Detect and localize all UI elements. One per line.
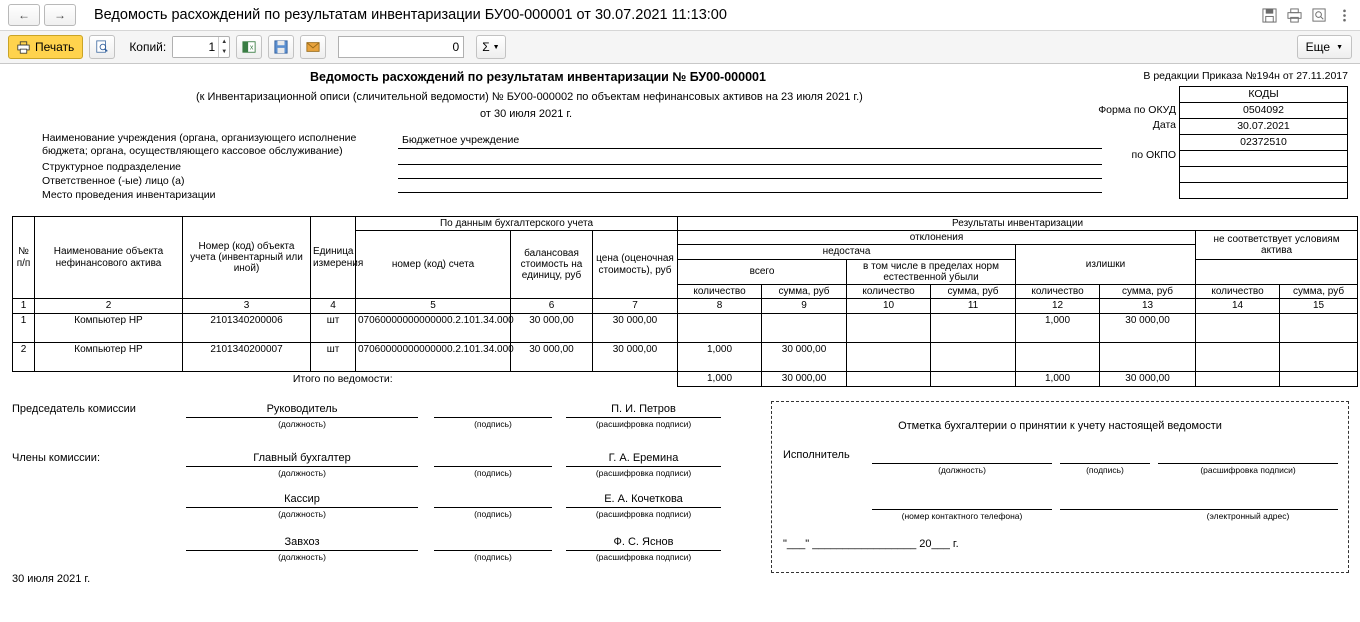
cell-num: 2	[13, 343, 35, 372]
cell-unit: шт	[311, 343, 356, 372]
total-norm-sum	[931, 372, 1016, 387]
send-mail-button[interactable]	[300, 35, 326, 59]
sig-position: Руководитель	[186, 403, 418, 418]
col-num: 15	[1280, 299, 1358, 314]
sig-caption-sign: (подпись)	[474, 551, 512, 562]
th-price: цена (оценочная стоимость), руб	[593, 231, 678, 299]
total-short-sum: 30 000,00	[762, 372, 847, 387]
cell-nm-qty	[1196, 314, 1280, 343]
th-group-deviations: отклонения	[678, 231, 1196, 245]
th-surp-sum: сумма, руб	[1100, 284, 1196, 298]
sum-button[interactable]	[476, 35, 505, 59]
th-nm-qty: количество	[1196, 284, 1280, 298]
mail-send-icon	[306, 40, 320, 54]
sig-sign-line	[434, 452, 552, 467]
col-num: 12	[1016, 299, 1100, 314]
save-disk-icon	[274, 40, 288, 54]
cell-account: 07060000000000000.2.101.34.000	[356, 343, 511, 372]
save-icon[interactable]	[1262, 8, 1277, 23]
kebab-menu-icon[interactable]	[1337, 8, 1352, 23]
col-num: 14	[1196, 299, 1280, 314]
cell-inv-number: 2101340200007	[183, 343, 311, 372]
org-label-1: Наименование учреждения (органа, организующего исполнение	[42, 132, 357, 144]
col-num: 8	[678, 299, 762, 314]
cell-nm-qty	[1196, 343, 1280, 372]
col-num: 6	[511, 299, 593, 314]
navigation-buttons	[8, 4, 76, 26]
copies-spin-arrows[interactable]	[218, 37, 229, 57]
total-nm-qty	[1196, 372, 1280, 387]
org-label-5: Место проведения инвентаризации	[42, 189, 216, 201]
save-file-button[interactable]	[268, 35, 294, 59]
org-label-3: Структурное подразделение	[42, 161, 182, 173]
th-group-not-matching: не соответствует условиям актива	[1196, 231, 1358, 259]
th-shortage-total: всего	[678, 259, 847, 284]
print-preview-icon	[95, 40, 109, 54]
th-group-inventory-results: Результаты инвентаризации	[678, 217, 1358, 231]
print-toolbar	[0, 31, 1360, 64]
cap-sign: (подпись)	[1086, 464, 1124, 475]
print-preview-button[interactable]	[89, 35, 115, 59]
col-num: 11	[931, 299, 1016, 314]
org-value-1: Бюджетное учреждение	[398, 134, 1102, 149]
col-num: 13	[1100, 299, 1196, 314]
cell-short-sum	[762, 314, 847, 343]
cap-name: (расшифровка подписи)	[1200, 464, 1296, 475]
spin-down-icon[interactable]: ▼	[221, 49, 228, 55]
codes-value	[1180, 151, 1347, 167]
table-header-row	[13, 217, 1358, 231]
cell-name: Компьютер НР	[35, 343, 183, 372]
col-num: 5	[356, 299, 511, 314]
cell-surp-sum	[1100, 343, 1196, 372]
cell-surp-qty: 1,000	[1016, 314, 1100, 343]
col-num: 10	[847, 299, 931, 314]
executor-sign-line	[1060, 449, 1150, 464]
total-surp-sum: 30 000,00	[1100, 372, 1196, 387]
titlebar-icons	[1262, 0, 1352, 30]
th-norm-sum: сумма, руб	[931, 284, 1016, 298]
cell-norm-qty	[847, 314, 931, 343]
total-label: Итого по ведомости:	[292, 373, 393, 386]
sig-caption-name: (расшифровка подписи)	[595, 551, 692, 562]
cell-nm-sum	[1280, 314, 1358, 343]
sigma-label: Σ	[482, 40, 490, 54]
sig-caption-position: (должность)	[278, 508, 326, 519]
cell-price: 30 000,00	[593, 314, 678, 343]
cell-inv-number: 2101340200006	[183, 314, 311, 343]
org-value-4	[398, 178, 1102, 193]
th-group-shortage: недостача	[678, 245, 1016, 259]
sig-name: Г. А. Еремина	[566, 452, 721, 467]
cell-norm-qty	[847, 343, 931, 372]
arrow-left-icon[interactable]: ←	[8, 4, 40, 26]
total-norm-qty	[847, 372, 931, 387]
chevron-down-icon[interactable]: ▼	[492, 43, 500, 51]
print-button-label: Печать	[35, 40, 75, 54]
document-header	[0, 64, 1360, 216]
window-title: Ведомость расхождений по результатам инвентаризации БУ00-000001 от 30.07.2021 11:13:00	[94, 7, 727, 23]
table-row[interactable]	[13, 343, 1358, 372]
codes-value: 02372510	[1180, 135, 1347, 151]
th-inv-number: Номер (код) объекта учета (инвентарный или иной)	[183, 217, 311, 299]
sig-sign-line	[434, 493, 552, 508]
sig-position: Кассир	[186, 493, 418, 508]
window-titlebar	[0, 0, 1360, 31]
th-group-surplus: излишки	[1016, 245, 1196, 285]
sig-name: П. И. Петров	[566, 403, 721, 418]
find-icon[interactable]	[1312, 8, 1327, 23]
cap-position: (должность)	[938, 464, 986, 475]
total-nm-sum	[1280, 372, 1358, 387]
sig-name: Ф. С. Яснов	[566, 536, 721, 551]
th-num: № п/п	[13, 217, 35, 299]
executor-name-line	[1158, 449, 1338, 464]
sig-caption-name: (расшифровка подписи)	[595, 467, 692, 478]
th-balance: балансовая стоимость на единицу, руб	[511, 231, 593, 299]
codes-label-okpo: по ОКПО	[1131, 149, 1176, 161]
codes-label-date: Дата	[1152, 119, 1176, 131]
more-button[interactable]	[1297, 35, 1352, 59]
number-field[interactable]: 0	[338, 36, 464, 58]
cell-unit: шт	[311, 314, 356, 343]
org-value-3	[398, 164, 1102, 179]
th-surp-qty: количество	[1016, 284, 1100, 298]
print-icon[interactable]	[1287, 8, 1302, 23]
org-label-4: Ответственное (-ые) лицо (а)	[42, 175, 185, 187]
accounting-note-box	[771, 401, 1349, 573]
cell-surp-qty	[1016, 343, 1100, 372]
col-num: 2	[35, 299, 183, 314]
cell-norm-sum	[931, 343, 1016, 372]
th-short-qty: количество	[678, 284, 762, 298]
arrow-right-icon[interactable]: →	[44, 4, 76, 26]
sig-caption-sign: (подпись)	[474, 418, 512, 429]
cell-short-qty	[678, 314, 762, 343]
discrepancy-table	[12, 216, 1358, 387]
total-surp-qty: 1,000	[1016, 372, 1100, 387]
cell-num: 1	[13, 314, 35, 343]
sig-caption-sign: (подпись)	[474, 508, 512, 519]
col-num: 4	[311, 299, 356, 314]
th-unit: Единица измерения	[311, 217, 356, 299]
codes-value: 0504092	[1180, 103, 1347, 119]
cell-short-sum: 30 000,00	[762, 343, 847, 372]
codes-header: КОДЫ	[1180, 87, 1347, 103]
col-num: 3	[183, 299, 311, 314]
accounting-note-title: Отметка бухгалтерии о принятии к учету настоящей ведомости	[898, 419, 1222, 432]
print-button[interactable]	[8, 35, 83, 59]
sig-position: Главный бухгалтер	[186, 452, 418, 467]
cell-price: 30 000,00	[593, 343, 678, 372]
sig-caption-position: (должность)	[278, 418, 326, 429]
email-line	[1060, 495, 1338, 510]
cell-short-qty: 1,000	[678, 343, 762, 372]
cell-balance: 30 000,00	[511, 314, 593, 343]
form-subtitle-1: (к Инвентаризационной описи (сличительной ведомости) № БУ00-000002 по объектам нефинансовых активов на 23 июля 2021 г.)	[196, 91, 863, 103]
spin-up-icon[interactable]: ▲	[221, 39, 228, 45]
th-not-matching-sub	[1196, 259, 1358, 284]
executor-position-line	[872, 449, 1052, 464]
copies-label: Копий:	[129, 40, 167, 54]
copies-stepper[interactable]	[172, 36, 230, 58]
th-group-accounting: По данным бухгалтерского учета	[356, 217, 678, 231]
document-date: 30 июля 2021 г.	[12, 572, 91, 585]
col-num: 1	[13, 299, 35, 314]
excel-export-icon	[242, 40, 256, 54]
codes-value: 30.07.2021	[1180, 119, 1347, 135]
th-account: номер (код) счета	[356, 231, 511, 299]
cell-norm-sum	[931, 314, 1016, 343]
chevron-down-icon[interactable]: ▼	[1336, 43, 1343, 51]
form-subtitle-2: от 30 июля 2021 г.	[480, 108, 573, 120]
document-body	[0, 64, 1360, 622]
th-within-norms: в том числе в пределах норм естественной убыли	[847, 259, 1016, 284]
copies-input[interactable]	[173, 37, 218, 57]
cell-nm-sum	[1280, 343, 1358, 372]
sig-caption-position: (должность)	[278, 551, 326, 562]
table-total-row	[13, 372, 1358, 387]
codes-box	[1179, 86, 1348, 199]
sig-sign-line	[434, 403, 552, 418]
signatures-area	[0, 401, 1360, 591]
form-title: Ведомость расхождений по результатам инвентаризации № БУ00-000001	[310, 70, 766, 84]
cell-name: Компьютер НР	[35, 314, 183, 343]
sig-position: Завхоз	[186, 536, 418, 551]
chairman-label: Председатель комиссии	[12, 402, 136, 415]
sig-name: Е. А. Кочеткова	[566, 493, 721, 508]
cell-balance: 30 000,00	[511, 343, 593, 372]
cell-account: 07060000000000000.2.101.34.000	[356, 314, 511, 343]
codes-value	[1180, 183, 1347, 198]
org-label-2: бюджета; органа, осуществляющего кассовое обслуживание)	[42, 145, 343, 157]
cell-surp-sum: 30 000,00	[1100, 314, 1196, 343]
table-column-numbers-row	[13, 299, 1358, 314]
th-short-sum: сумма, руб	[762, 284, 847, 298]
codes-value	[1180, 167, 1347, 183]
svg-text:x: x	[250, 44, 254, 52]
more-button-label: Еще	[1305, 40, 1331, 54]
col-num: 9	[762, 299, 847, 314]
printer-icon	[17, 41, 30, 54]
accounting-date-line: "___" _________________ 20___ г.	[783, 537, 959, 550]
total-short-qty: 1,000	[678, 372, 762, 387]
sig-sign-line	[434, 536, 552, 551]
sig-caption-sign: (подпись)	[474, 467, 512, 478]
th-norm-qty: количество	[847, 284, 931, 298]
cap-phone: (номер контактного телефона)	[901, 510, 1023, 521]
phone-line	[872, 495, 1052, 510]
sig-caption-name: (расшифровка подписи)	[595, 418, 692, 429]
th-nm-sum: сумма, руб	[1280, 284, 1358, 298]
codes-label-okud: Форма по ОКУД	[1098, 104, 1176, 116]
cap-email: (электронный адрес)	[1206, 510, 1290, 521]
th-name: Наименование объекта нефинансового актива	[35, 217, 183, 299]
sig-caption-position: (должность)	[278, 467, 326, 478]
table-row[interactable]	[13, 314, 1358, 343]
executor-label: Исполнитель	[783, 448, 850, 461]
org-value-2	[398, 150, 1102, 165]
export-excel-button[interactable]	[236, 35, 262, 59]
edition-note: В редакции Приказа №194н от 27.11.2017	[1143, 70, 1348, 82]
members-label: Члены комиссии:	[12, 451, 101, 464]
col-num: 7	[593, 299, 678, 314]
sig-caption-name: (расшифровка подписи)	[595, 508, 692, 519]
